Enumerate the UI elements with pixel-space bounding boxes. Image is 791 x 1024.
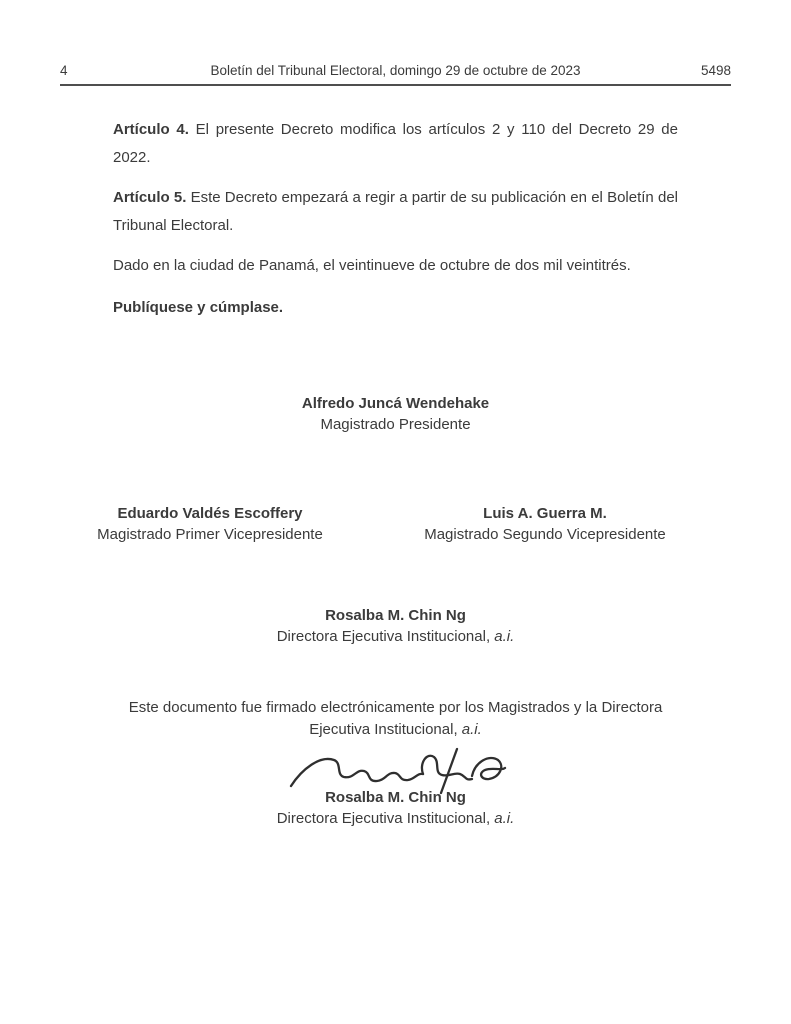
director-title <box>0 626 791 647</box>
bulletin-number: 5498 <box>700 63 731 78</box>
article-4-label: Artículo 4. <box>113 121 189 138</box>
article-5-label: Artículo 5. <box>113 189 187 206</box>
signatory-first-vice <box>0 503 420 545</box>
final-signatory-title-text: Directora Ejecutiva Institucional, <box>276 810 495 827</box>
page-number: 4 <box>60 63 68 78</box>
note-line-2-text: Ejecutiva Institucional, <box>309 721 462 738</box>
page-header <box>60 62 731 86</box>
article-5-text: Este Decreto empezará a regir a partir de su publicación en el Boletín del Tribunal Electoral. <box>113 189 678 234</box>
article-4-paragraph <box>113 116 678 172</box>
signatory-second-vice <box>420 503 670 545</box>
article-4-text: El presente Decreto modifica los artículos 2 y 110 del Decreto 29 de 2022. <box>113 121 678 166</box>
note-line-2-ai: a.i. <box>461 721 482 738</box>
signatory-president <box>0 393 791 435</box>
note-line-2 <box>0 719 791 741</box>
second-vice-title: Magistrado Segundo Vicepresidente <box>424 526 666 543</box>
dado-paragraph: Dado en la ciudad de Panamá, el veintinueve de octubre de dos mil veintitrés. <box>113 257 631 274</box>
article-5-paragraph <box>113 184 678 240</box>
final-signatory-title <box>0 808 791 829</box>
final-signature-block <box>0 787 791 829</box>
document-body <box>113 116 678 322</box>
director-title-text: Directora Ejecutiva Institucional, <box>276 628 495 645</box>
vice-presidents-row <box>0 503 791 545</box>
second-vice-name: Luis A. Guerra M. <box>483 505 607 522</box>
president-title: Magistrado Presidente <box>320 416 471 433</box>
first-vice-title: Magistrado Primer Vicepresidente <box>97 526 323 543</box>
header-title: Boletín del Tribunal Electoral, domingo 29 de octubre de 2023 <box>210 63 581 78</box>
electronic-signing-note <box>0 697 791 741</box>
president-name: Alfredo Juncá Wendehake <box>301 395 490 412</box>
director-name: Rosalba M. Chin Ng <box>325 607 466 624</box>
note-line-1: Este documento fue firmado electrónicamente por los Magistrados y la Directora <box>128 699 663 716</box>
final-signatory-name: Rosalba M. Chin Ng <box>325 789 466 806</box>
final-signatory-title-ai: a.i. <box>494 810 515 827</box>
signatory-director <box>0 605 791 647</box>
first-vice-name: Eduardo Valdés Escoffery <box>117 505 303 522</box>
director-title-ai: a.i. <box>494 628 515 645</box>
publiquese-paragraph: Publíquese y cúmplase. <box>113 299 284 316</box>
